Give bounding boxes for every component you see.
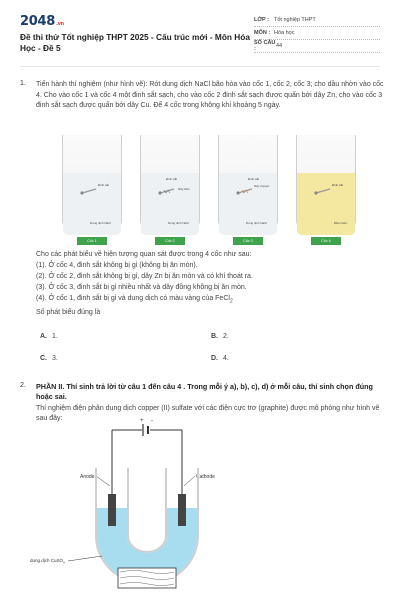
beaker-label: Đinh sắt bbox=[166, 177, 178, 181]
beaker-label: Dầu nhờn bbox=[334, 221, 348, 225]
meta-value: Tốt nghiệp THPT bbox=[274, 17, 316, 23]
question-text: Tiến hành thí nghiệm (như hình vẽ): Rót dung dịch NaCl bão hòa vào cốc 1, cốc 2, cốc 3; cho dầu nhờn vào cốc 4. Cho vào cốc 1 và cốc 4 một đinh sắt sạch, cho vào cốc 2 đinh sắt sạch được quấn bởi dây Zn, cho vào cốc 3 đinh sắt sạch được quấn bởi dây Cu. Để 4 cốc trong không khí khoảng 5 ngày. bbox=[36, 81, 384, 109]
beaker-3 bbox=[218, 135, 278, 235]
plus-sign: + bbox=[140, 418, 144, 424]
beaker-label: Dây copper bbox=[254, 184, 270, 188]
iron-nail-icon bbox=[158, 187, 178, 195]
beaker-label: Đinh sắt bbox=[248, 177, 260, 181]
question-statements bbox=[36, 249, 381, 318]
leader-line bbox=[96, 476, 110, 486]
option-letter: A. bbox=[40, 333, 47, 340]
beaker-label: Đinh sắt bbox=[332, 183, 344, 187]
beaker-2 bbox=[140, 135, 200, 235]
option-a[interactable] bbox=[40, 333, 58, 340]
beaker-tag: Cốc 2 bbox=[155, 237, 185, 245]
statement-prompt: Cho các phát biểu về hiện tượng quan sát được trong 4 cốc như sau: bbox=[36, 251, 252, 258]
statement-text: (4). Ở cốc 1, đinh sắt bị gỉ và dung dịch có màu vàng của FeCl bbox=[36, 295, 230, 302]
statement-item: (2). Ở cốc 2, đinh sắt không bị gỉ, dây Zn bị ăn mòn và có khí thoát ra. bbox=[36, 273, 253, 280]
site-logo[interactable] bbox=[20, 14, 64, 29]
option-text: 1. bbox=[52, 333, 58, 340]
meta-row-subject bbox=[254, 27, 380, 40]
beaker-label: Đinh sắt bbox=[98, 183, 110, 187]
meta-row-class bbox=[254, 14, 380, 27]
iron-nail-icon bbox=[236, 187, 256, 195]
meta-value: 44 bbox=[276, 43, 283, 49]
solution-label: dung dịch CuSO$_4$ bbox=[30, 558, 65, 565]
meta-row-count bbox=[254, 40, 380, 53]
option-text: 3. bbox=[52, 355, 58, 362]
exam-meta bbox=[254, 14, 380, 53]
beaker-label: Dây Zinc bbox=[178, 187, 190, 191]
beaker-label: Dung dịch NaCl bbox=[168, 221, 190, 225]
exam-title: Đề thi thử Tốt nghiệp THPT 2025 - Cấu trúc mới - Môn Hóa Học - Đề 5 bbox=[20, 32, 250, 53]
beaker-label: Dung dịch NaCl bbox=[90, 221, 112, 225]
beaker-tag: Cốc 1 bbox=[77, 237, 107, 245]
statement-item: (3). Ở cốc 3, đinh sắt bị gỉ nhiều nhất và dây đồng không bị ăn mòn. bbox=[36, 284, 247, 291]
electrolysis-diagram bbox=[30, 416, 260, 596]
iron-nail-icon bbox=[80, 187, 100, 195]
beaker-4 bbox=[296, 135, 356, 235]
option-letter: D. bbox=[211, 355, 218, 362]
u-tube-inner bbox=[128, 468, 166, 552]
meta-value: Hóa học bbox=[274, 30, 295, 36]
option-text: 2. bbox=[223, 333, 229, 340]
logo-text: 2048 bbox=[20, 14, 55, 29]
meta-key: LỚP : bbox=[254, 17, 269, 23]
statement-item: (1). Ở cốc 4, đinh sắt không bị gỉ (không bị ăn mòn). bbox=[36, 262, 198, 269]
beaker-solution bbox=[141, 173, 199, 235]
option-text: 4. bbox=[223, 355, 229, 362]
minus-sign: - bbox=[151, 418, 153, 424]
question-number: 1. bbox=[20, 80, 26, 87]
beaker-tag: Cốc 3 bbox=[233, 237, 263, 245]
page-header bbox=[20, 14, 380, 60]
meta-key: MÔN : bbox=[254, 30, 271, 36]
option-d[interactable] bbox=[211, 355, 229, 362]
cathode-label: Cathode bbox=[196, 474, 215, 480]
question-text: Thí nghiệm điện phân dung dịch copper (II) sulfate với các điện cực trơ (graphite) được mô phỏng như hình vẽ sau đây: bbox=[36, 405, 380, 422]
beaker-solution bbox=[63, 173, 121, 235]
header-divider bbox=[20, 66, 380, 67]
beaker-solution bbox=[297, 173, 355, 235]
iron-nail-icon bbox=[314, 187, 334, 195]
beakers-figure bbox=[62, 135, 352, 247]
leader-line bbox=[68, 556, 102, 561]
anode-label: Anode bbox=[80, 474, 95, 480]
option-b[interactable] bbox=[211, 333, 229, 340]
beaker-label: Dung dịch NaCl bbox=[246, 221, 268, 225]
anode-electrode bbox=[108, 494, 116, 526]
cathode-electrode bbox=[178, 494, 186, 526]
section-instruction: PHẦN II. Thí sinh trả lời từ câu 1 đến câu 4 . Trong mỗi ý a), b), c), d) ở mỗi câu, thí sinh chọn đúng hoặc sai. bbox=[36, 382, 373, 401]
beaker-tag: Cốc 4 bbox=[311, 237, 341, 245]
statement-item bbox=[36, 293, 381, 307]
option-c[interactable] bbox=[40, 355, 58, 362]
question-number: 2. bbox=[20, 382, 26, 389]
option-letter: C. bbox=[40, 355, 47, 362]
statement-question: Số phát biểu đúng là bbox=[36, 309, 101, 317]
subscript: 2 bbox=[229, 298, 233, 305]
logo-suffix: .vn bbox=[55, 21, 64, 27]
beaker-solution bbox=[219, 173, 277, 235]
beaker-1 bbox=[62, 135, 122, 235]
leader-line bbox=[184, 476, 195, 486]
meta-key: SỐ CÂU : bbox=[254, 40, 276, 52]
option-letter: B. bbox=[211, 333, 218, 340]
